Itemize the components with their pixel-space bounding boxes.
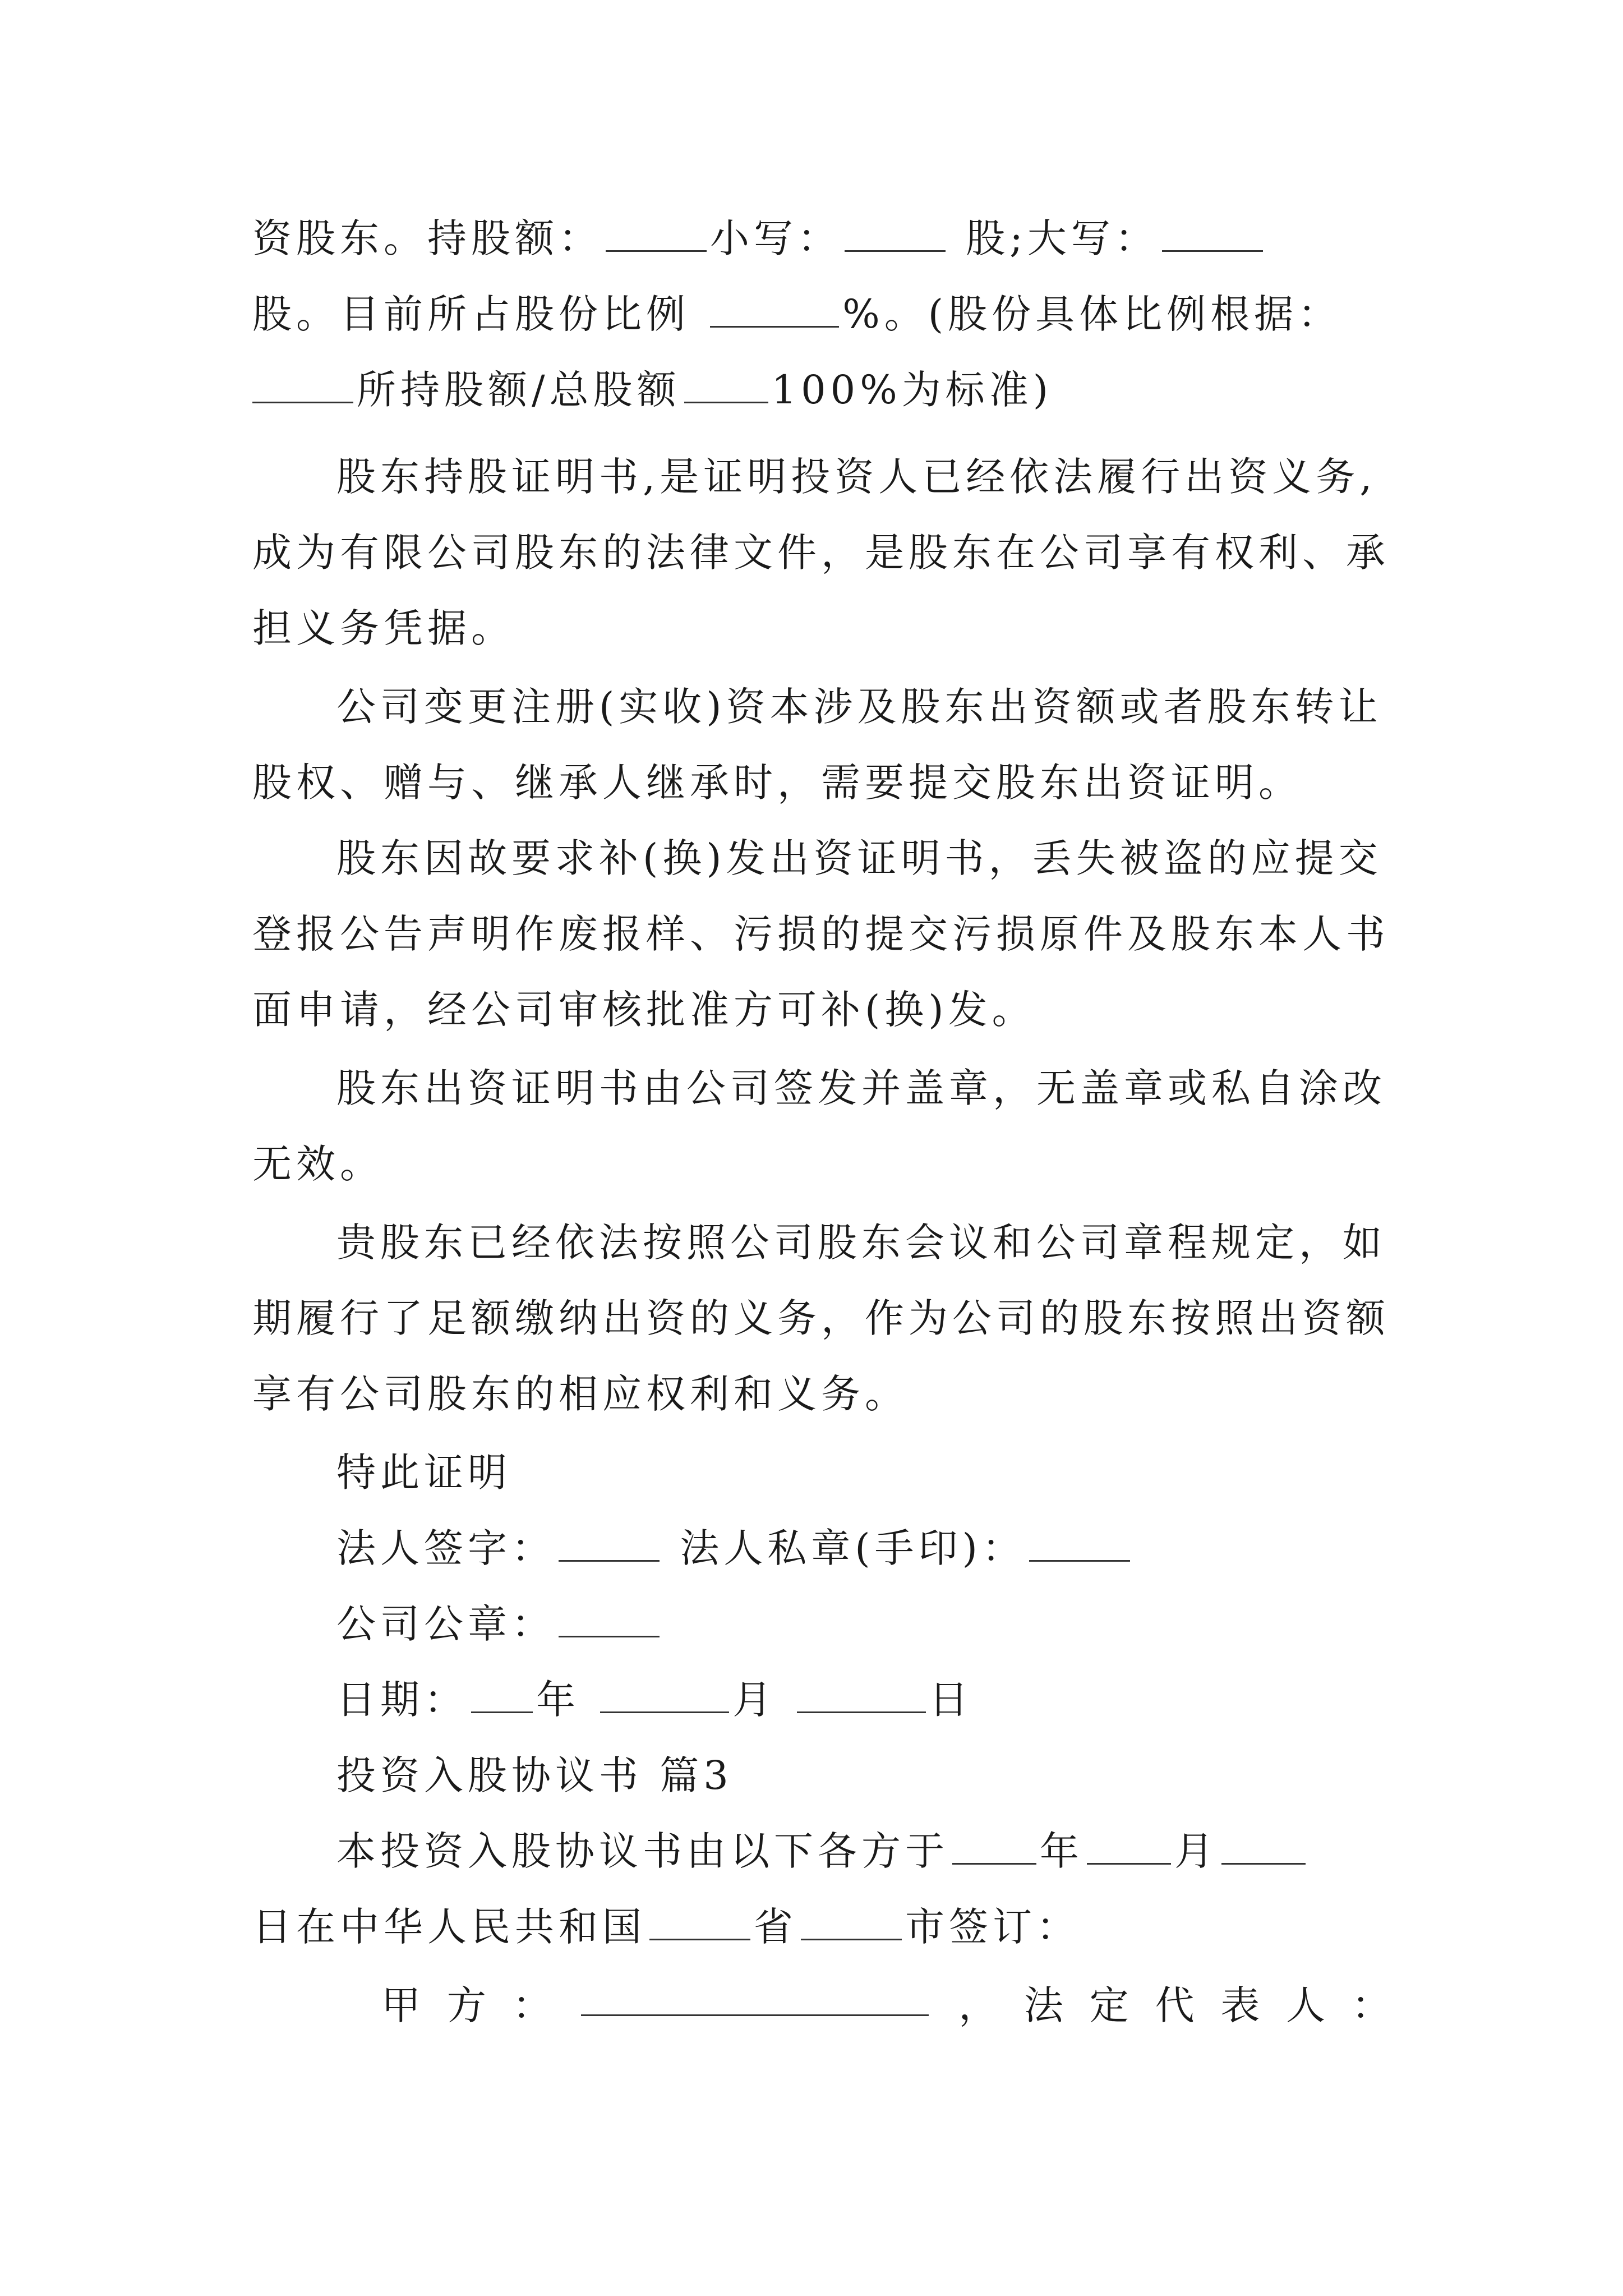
paragraph-line: 股权、赠与、继承人继承时，需要提交股东出资证明。	[252, 760, 1302, 806]
text: 市签订：	[905, 1904, 1080, 1950]
certify-text: 特此证明	[336, 1450, 511, 1496]
share-ratio-line	[252, 286, 1391, 342]
date-line	[336, 1672, 1391, 1728]
blank-field	[845, 213, 946, 252]
paragraph-line: 担义务凭据。	[252, 605, 515, 651]
paragraph-line: 无效。	[252, 1141, 384, 1187]
text: 日	[929, 1677, 973, 1723]
blank-field	[606, 213, 707, 252]
blank-field	[600, 1674, 729, 1713]
paragraph-line: 股东出资证明书由公司签发并盖章，无盖章或私自涂改	[336, 1065, 1386, 1111]
blank-field	[559, 1599, 660, 1637]
text: 法人签字：	[336, 1525, 555, 1571]
text: 本投资入股协议书由以下各方于	[336, 1828, 949, 1874]
ratio-basis-line	[252, 362, 1391, 418]
paragraph-line: 期履行了足额缴纳出资的义务，作为公司的股东按照出资额	[252, 1295, 1390, 1341]
paragraph-line: 享有公司股东的相应权利和义务。	[252, 1371, 909, 1417]
blank-field	[1087, 1826, 1171, 1865]
text: 月	[732, 1677, 777, 1723]
text: 资股东。持股额：	[252, 215, 602, 261]
text: ：	[512, 1982, 552, 2028]
text: 月	[1174, 1828, 1218, 1874]
text: 日期：	[336, 1677, 468, 1723]
text: %。(股份具体比例根据：	[842, 291, 1342, 337]
text: 日在中华人民共和国	[252, 1904, 646, 1950]
blank-field	[1162, 213, 1263, 252]
blank-field	[559, 1523, 660, 1562]
agreement-place-line	[252, 1899, 1391, 1955]
text: 公司公章：	[336, 1601, 555, 1647]
blank-field	[252, 365, 353, 403]
party-a-line	[381, 1977, 1391, 2033]
blank-field	[710, 289, 839, 328]
seal-line	[336, 1596, 1391, 1652]
text: 所持股额/总股额	[357, 367, 681, 413]
text: 股;大写：	[949, 215, 1159, 261]
text: 人	[1286, 1982, 1326, 2028]
text: 定	[1089, 1982, 1129, 2028]
blank-field	[797, 1674, 926, 1713]
blank-field	[801, 1902, 902, 1940]
text: 100%为标准)	[771, 367, 1053, 413]
blank-field	[471, 1674, 533, 1713]
paragraph-line: 登报公告声明作废报样、污损的提交污损原件及股东本人书	[252, 911, 1390, 957]
text: 年	[536, 1677, 580, 1723]
text: 股。目前所占股份比例	[252, 291, 707, 337]
signature-line	[336, 1520, 1391, 1576]
paragraph-line: 股东因故要求补(换)发出资证明书，丢失被盗的应提交	[336, 835, 1382, 881]
blank-field	[952, 1826, 1036, 1865]
shareholding-line	[252, 210, 1391, 266]
text: 年	[1040, 1828, 1083, 1874]
paragraph-line: 公司变更注册(实收)资本涉及股东出资额或者股东转让	[336, 684, 1382, 730]
text: 法	[1023, 1982, 1063, 2028]
blank-field	[581, 1977, 929, 2016]
agreement-intro-line	[336, 1823, 1391, 1879]
text: 表	[1220, 1982, 1260, 2028]
text: ，	[958, 1982, 998, 2028]
blank-field	[649, 1902, 750, 1940]
paragraph-line: 成为有限公司股东的法律文件，是股东在公司享有权利、承	[252, 530, 1390, 576]
blank-field	[1029, 1523, 1130, 1562]
paragraph-line: 贵股东已经依法按照公司股东会议和公司章程规定，如	[336, 1220, 1386, 1266]
paragraph-line: 股东持股证明书,是证明投资人已经依法履行出资义务,	[336, 454, 1377, 500]
section-heading: 投资入股协议书 篇3	[336, 1752, 733, 1798]
text: 代	[1155, 1982, 1195, 2028]
text: 省	[754, 1904, 797, 1950]
text: 小写：	[710, 215, 841, 261]
text: ：	[1351, 1982, 1391, 2028]
blank-field	[1221, 1826, 1306, 1865]
text: 法人私章(手印)：	[680, 1525, 1026, 1571]
text: 方	[446, 1982, 486, 2028]
blank-field	[684, 365, 768, 403]
paragraph-line: 面申请，经公司审核批准方可补(换)发。	[252, 987, 1036, 1033]
text: 甲	[381, 1982, 421, 2028]
